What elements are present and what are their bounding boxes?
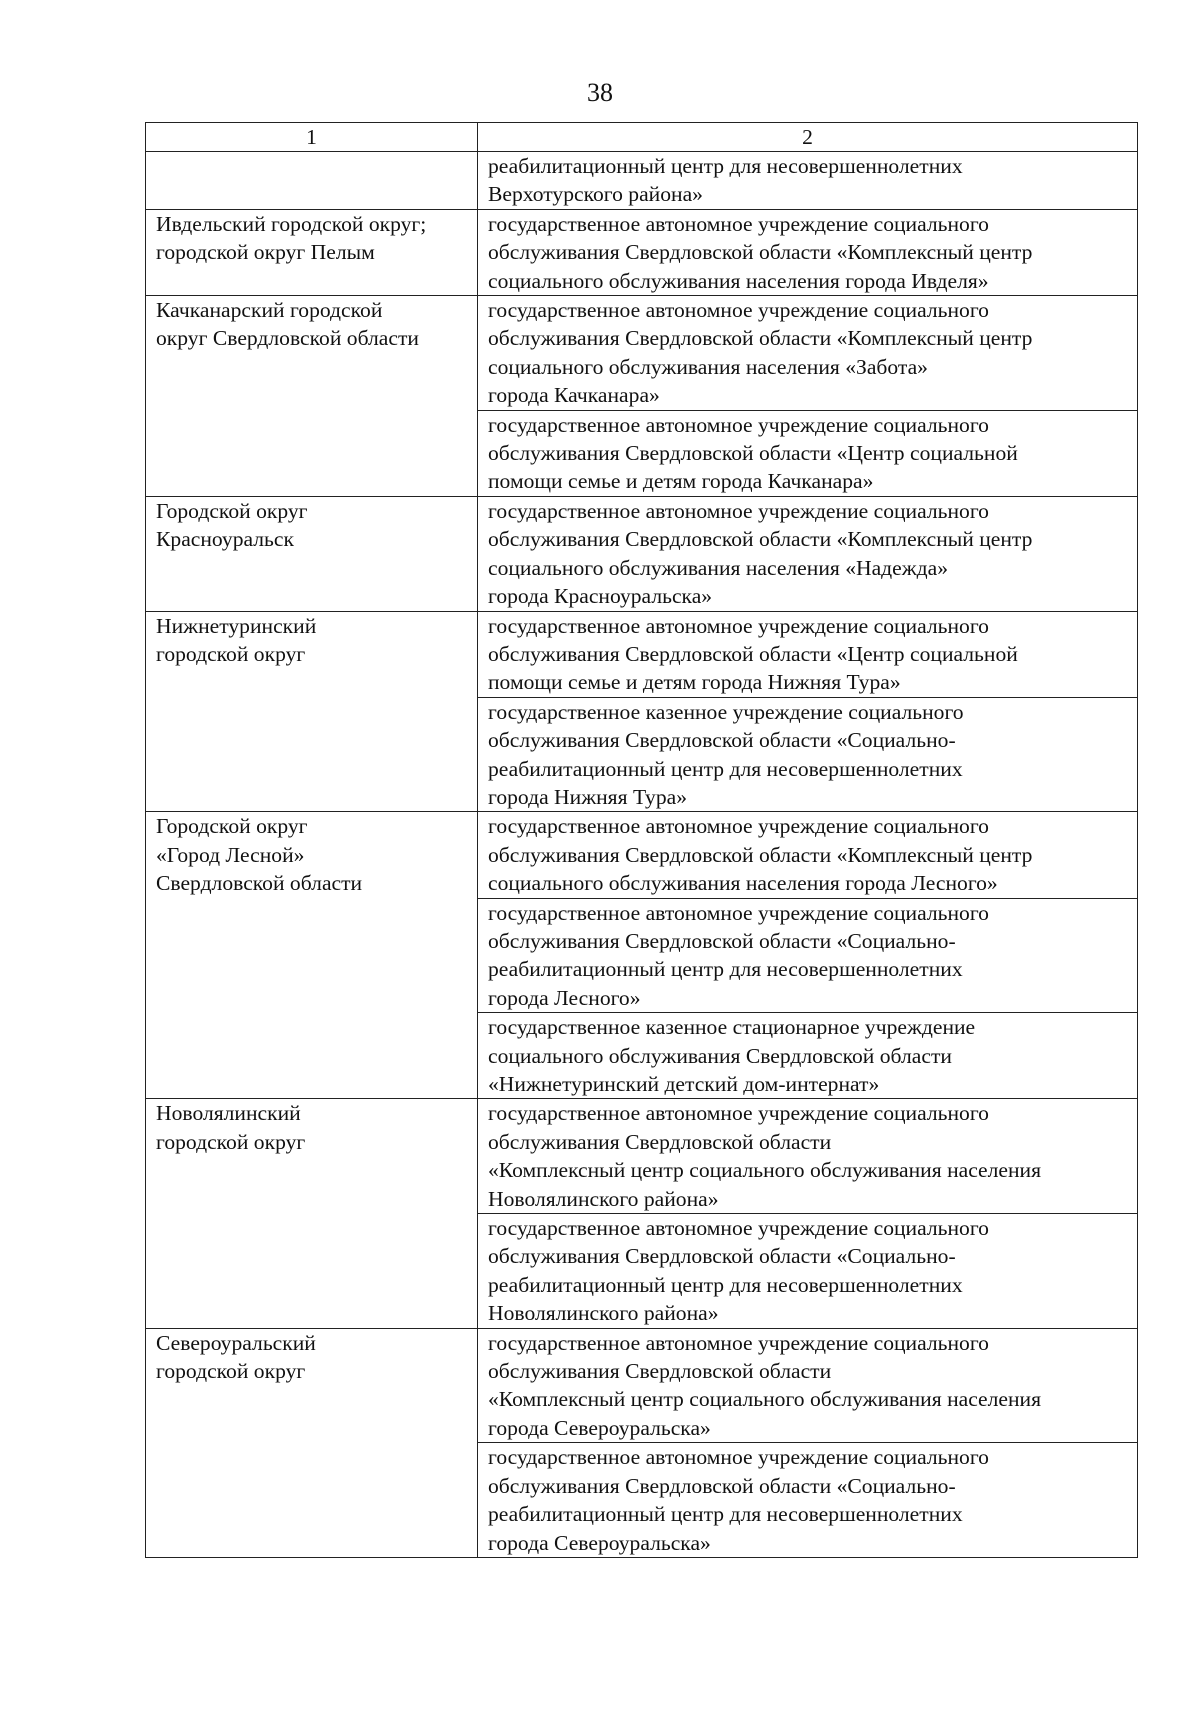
district-name-line: Свердловской области — [156, 871, 363, 896]
institution-name-line: государственное автономное учреждение социального — [488, 1330, 989, 1355]
institution-cell — [478, 812, 1138, 898]
institution-name-line: «Комплексный центр социального обслуживания населения — [488, 1387, 1042, 1412]
institution-name-line: города Красноуральска» — [488, 584, 713, 609]
institution-name-line: города Лесного» — [488, 985, 641, 1010]
institution-name-line: обслуживания Свердловской области «Социально- — [488, 1244, 956, 1269]
institution-cell — [478, 410, 1138, 496]
institution-cell — [478, 1099, 1138, 1214]
institution-cell — [478, 898, 1138, 1013]
institution-cell — [478, 209, 1138, 295]
table-header-row — [146, 123, 1138, 152]
district-cell — [146, 296, 478, 497]
district-name-line: городской округ — [156, 641, 306, 666]
institution-name-line: реабилитационный центр для несовершеннолетних — [488, 1272, 963, 1297]
institution-cell — [478, 1214, 1138, 1329]
institution-name-line: государственное автономное учреждение социального — [488, 1101, 989, 1126]
district-cell — [146, 1099, 478, 1328]
district-cell — [146, 611, 478, 812]
district-name-line: Ивдельский городской округ; — [156, 211, 427, 236]
district-name-line: Красноуральск — [156, 527, 294, 552]
district-name-line: городской округ — [156, 1129, 306, 1154]
institution-cell — [478, 1328, 1138, 1443]
district-name-line: Городской округ — [156, 814, 308, 839]
institution-name-line: обслуживания Свердловской области «Социально- — [488, 1473, 956, 1498]
institution-name-line: реабилитационный центр для несовершеннолетних — [488, 756, 963, 781]
institution-cell — [478, 611, 1138, 697]
institutions-table — [145, 122, 1138, 1558]
institution-cell — [478, 152, 1138, 210]
institution-name-line: «Комплексный центр социального обслуживания населения — [488, 1158, 1042, 1183]
institution-name-line: социального обслуживания населения «Забота» — [488, 354, 928, 379]
institution-name-line: города Североуральска» — [488, 1415, 711, 1440]
district-cell — [146, 812, 478, 1099]
institution-name-line: города Нижняя Тура» — [488, 784, 688, 809]
institution-name-line: обслуживания Свердловской области «Комплексный центр — [488, 527, 1033, 552]
page-number: 38 — [587, 78, 613, 107]
institution-cell — [478, 496, 1138, 611]
institution-name-line: реабилитационный центр для несовершеннолетних — [488, 154, 963, 178]
table-row — [146, 496, 1138, 611]
institution-name-line: государственное казенное стационарное учреждение — [488, 1015, 976, 1040]
institution-name-line: города Качканара» — [488, 383, 660, 408]
district-name-line: городской округ Пелым — [156, 240, 375, 265]
institution-name-line: государственное автономное учреждение социального — [488, 1216, 989, 1241]
institution-name-line: помощи семье и детям города Качканара» — [488, 469, 874, 494]
institution-name-line: государственное автономное учреждение социального — [488, 412, 989, 437]
institution-name-line: реабилитационный центр для несовершеннолетних — [488, 957, 963, 982]
institution-name-line: обслуживания Свердловской области «Центр социальной — [488, 441, 1018, 466]
table-row — [146, 1099, 1138, 1214]
institution-name-line: социального обслуживания населения города Ивделя» — [488, 268, 989, 293]
table-row — [146, 812, 1138, 898]
institution-cell — [478, 296, 1138, 411]
institution-name-line: реабилитационный центр для несовершеннолетних — [488, 1502, 963, 1527]
institution-name-line: социального обслуживания Свердловской области — [488, 1043, 952, 1068]
institution-name-line: государственное автономное учреждение социального — [488, 900, 989, 925]
institution-name-line: государственное автономное учреждение социального — [488, 498, 989, 523]
institution-name-line: обслуживания Свердловской области «Комплексный центр — [488, 842, 1033, 867]
institution-name-line: Новолялинского района» — [488, 1301, 719, 1326]
institution-name-line: государственное казенное учреждение социального — [488, 699, 964, 724]
district-name-line: «Город Лесной» — [156, 842, 305, 867]
institution-name-line: государственное автономное учреждение социального — [488, 613, 989, 638]
institution-cell — [478, 697, 1138, 812]
district-cell — [146, 496, 478, 611]
institution-name-line: города Североуральска» — [488, 1530, 711, 1555]
district-name-line: Новолялинский — [156, 1101, 301, 1126]
institution-name-line: государственное автономное учреждение социального — [488, 1445, 989, 1470]
column-header-1: 1 — [146, 123, 478, 152]
institution-name-line: социального обслуживания населения города Лесного» — [488, 871, 998, 896]
table-body — [146, 152, 1138, 1558]
institution-name-line: Верхотурского района» — [488, 182, 703, 207]
institution-name-line: государственное автономное учреждение социального — [488, 298, 989, 323]
table-row — [146, 152, 1138, 210]
institution-name-line: обслуживания Свердловской области — [488, 1359, 832, 1384]
institution-name-line: обслуживания Свердловской области «Центр социальной — [488, 641, 1018, 666]
table-header — [146, 123, 1138, 152]
table-row — [146, 1328, 1138, 1443]
institution-cell — [478, 1443, 1138, 1558]
institution-cell — [478, 1013, 1138, 1099]
district-cell — [146, 209, 478, 295]
table-row — [146, 296, 1138, 411]
institution-name-line: обслуживания Свердловской области «Комплексный центр — [488, 326, 1033, 351]
district-cell — [146, 152, 478, 210]
district-name-line: Городской округ — [156, 498, 308, 523]
institution-name-line: социального обслуживания населения «Надежда» — [488, 555, 949, 580]
district-name-line: Качканарский городской — [156, 298, 383, 323]
district-name-line: Североуральский — [156, 1330, 316, 1355]
column-header-2: 2 — [478, 123, 1138, 152]
institution-name-line: Новолялинского района» — [488, 1186, 719, 1211]
institution-name-line: государственное автономное учреждение социального — [488, 211, 989, 236]
table-row — [146, 611, 1138, 697]
district-name-line: Нижнетуринский — [156, 613, 317, 638]
district-name-line: городской округ — [156, 1359, 306, 1384]
institution-name-line: обслуживания Свердловской области — [488, 1129, 832, 1154]
district-cell — [146, 1328, 478, 1557]
institution-name-line: обслуживания Свердловской области «Социально- — [488, 928, 956, 953]
table-row — [146, 209, 1138, 295]
institution-name-line: обслуживания Свердловской области «Комплексный центр — [488, 240, 1033, 265]
institution-name-line: обслуживания Свердловской области «Социально- — [488, 728, 956, 753]
district-name-line: округ Свердловской области — [156, 326, 419, 351]
institution-name-line: помощи семье и детям города Нижняя Тура» — [488, 670, 901, 695]
institution-name-line: государственное автономное учреждение социального — [488, 814, 989, 839]
institution-name-line: «Нижнетуринский детский дом-интернат» — [488, 1072, 880, 1096]
